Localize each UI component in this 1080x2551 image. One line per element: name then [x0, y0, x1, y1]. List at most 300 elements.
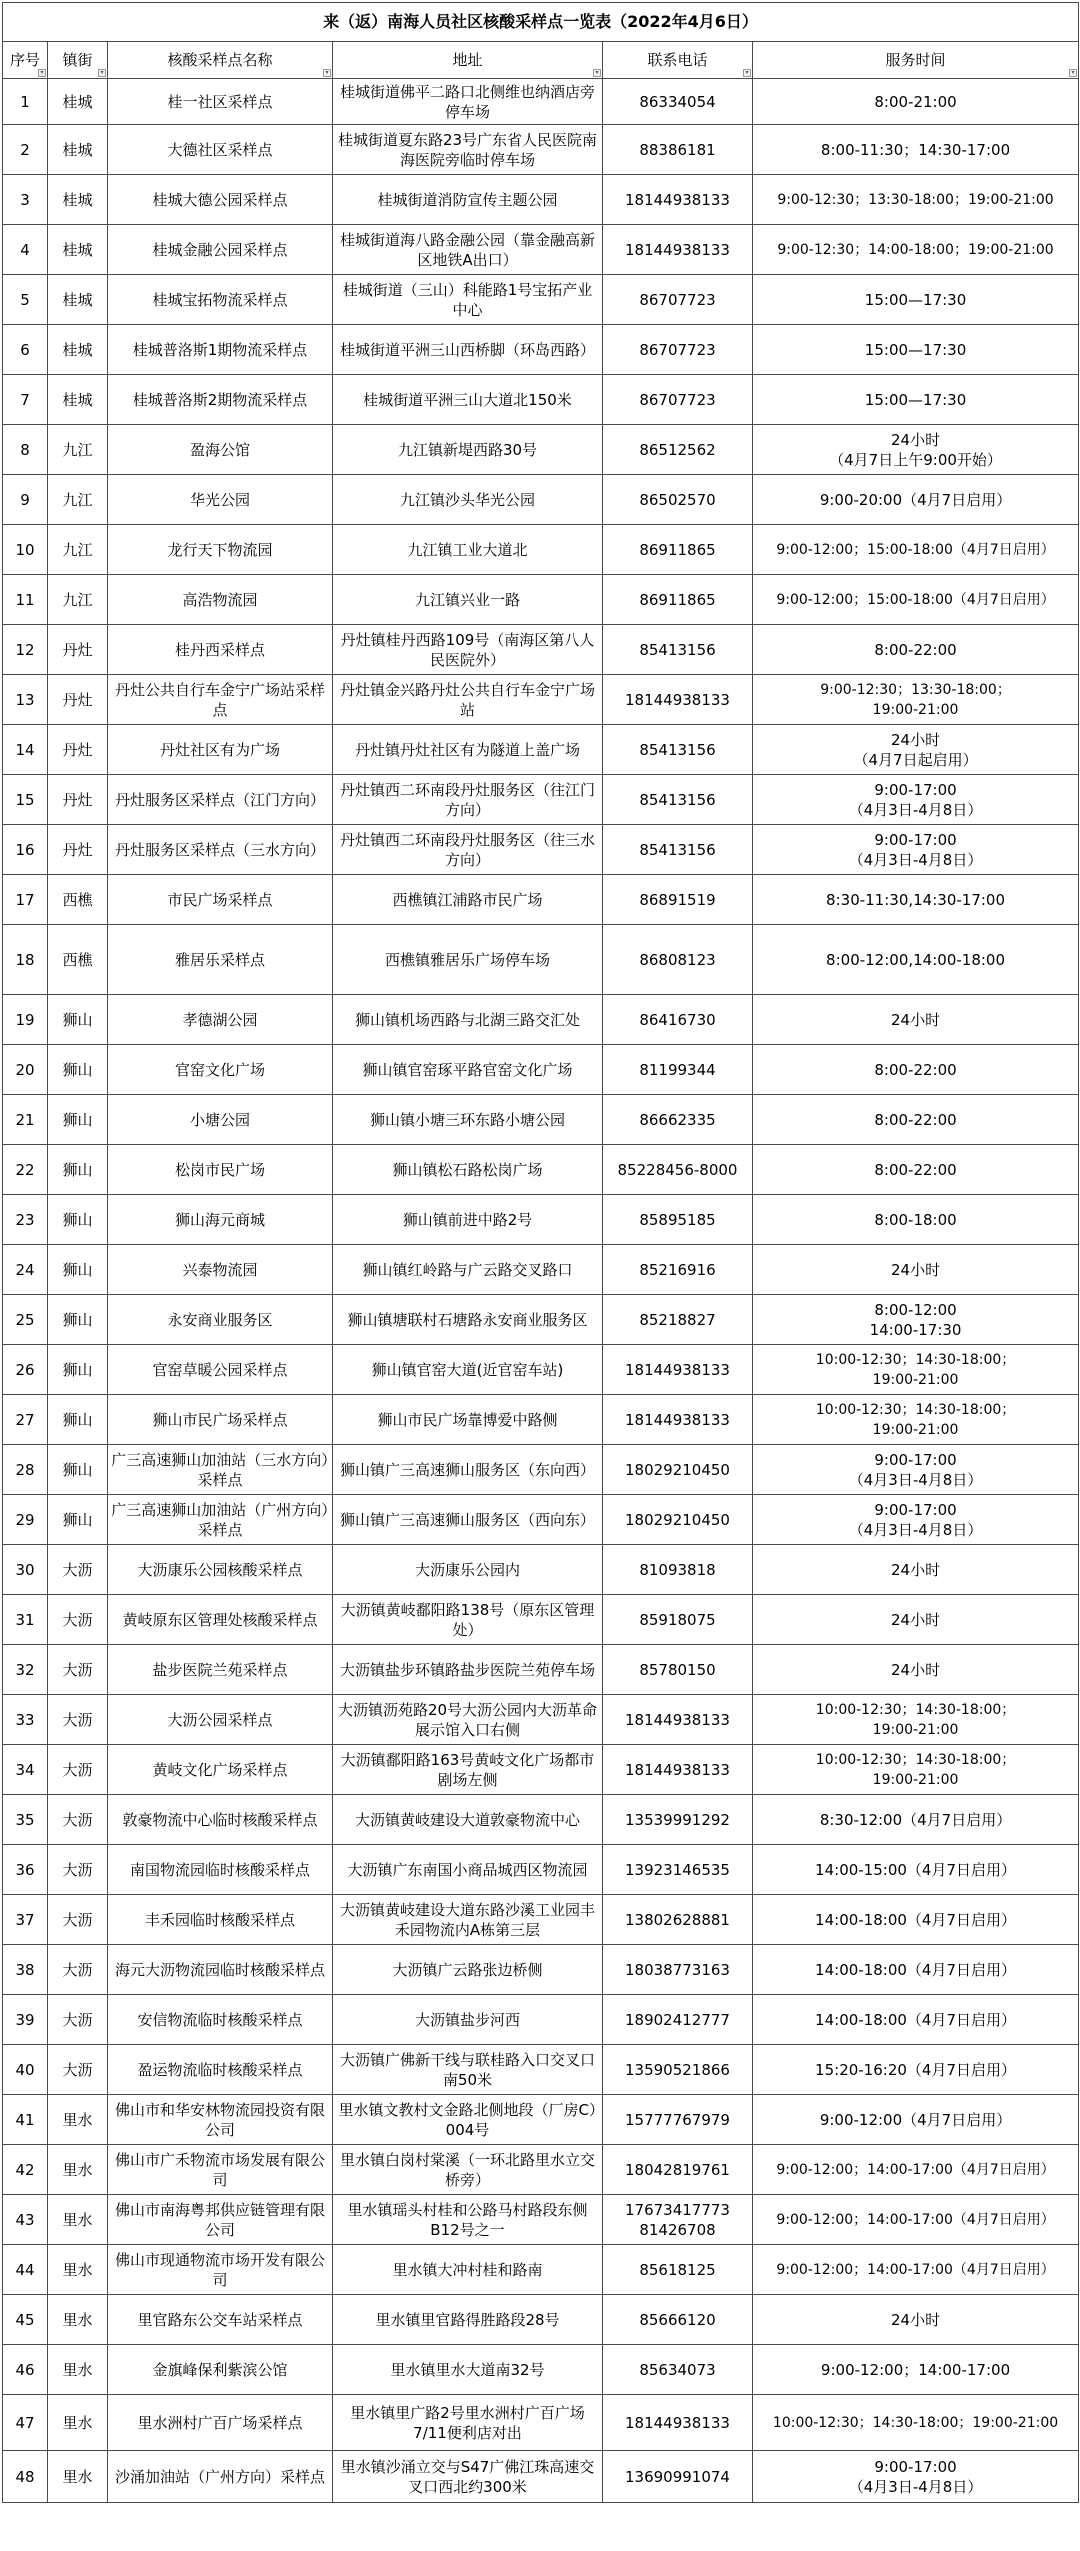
cell-site-name: 桂城宝拓物流采样点 — [108, 275, 333, 325]
dropdown-filter-icon[interactable]: ▾ — [743, 69, 751, 77]
cell-no: 2 — [3, 125, 48, 175]
cell-site-name: 市民广场采样点 — [108, 875, 333, 925]
cell-address: 丹灶镇西二环南段丹灶服务区（往江门方向） — [333, 775, 603, 825]
cell-phone: 85216916 — [603, 1245, 753, 1295]
cell-town: 里水 — [48, 2095, 108, 2145]
cell-service-time: 14:00-18:00（4月7日启用） — [753, 1895, 1079, 1945]
table-row — [3, 2245, 1079, 2295]
cell-address: 九江镇工业大道北 — [333, 525, 603, 575]
cell-no: 12 — [3, 625, 48, 675]
cell-site-name: 雅居乐采样点 — [108, 925, 333, 995]
cell-site-name: 龙行天下物流园 — [108, 525, 333, 575]
cell-site-name: 小塘公园 — [108, 1095, 333, 1145]
cell-service-time: 14:00-18:00（4月7日启用） — [753, 1995, 1079, 2045]
cell-phone: 18144938133 — [603, 1745, 753, 1795]
dropdown-filter-icon[interactable]: ▾ — [323, 69, 331, 77]
cell-address: 西樵镇江浦路市民广场 — [333, 875, 603, 925]
cell-no: 44 — [3, 2245, 48, 2295]
cell-phone: 18144938133 — [603, 1395, 753, 1445]
cell-no: 7 — [3, 375, 48, 425]
header-address-label: 地址 — [452, 51, 483, 69]
cell-service-time: 10:00-12:30；14:30-18:00； 19:00-21:00 — [753, 1395, 1079, 1445]
cell-site-name: 官窑文化广场 — [108, 1045, 333, 1095]
cell-no: 20 — [3, 1045, 48, 1095]
cell-site-name: 丹灶服务区采样点（三水方向） — [108, 825, 333, 875]
cell-no: 40 — [3, 2045, 48, 2095]
cell-no: 23 — [3, 1195, 48, 1245]
cell-phone: 13590521866 — [603, 2045, 753, 2095]
table-row — [3, 1645, 1079, 1695]
cell-phone: 85918075 — [603, 1595, 753, 1645]
cell-no: 3 — [3, 175, 48, 225]
cell-no: 11 — [3, 575, 48, 625]
cell-address: 大沥镇广佛新干线与联桂路入口交叉口南50米 — [333, 2045, 603, 2095]
cell-town: 丹灶 — [48, 825, 108, 875]
table-row — [3, 1445, 1079, 1495]
cell-service-time: 9:00-17:00 （4月3日-4月8日） — [753, 2451, 1079, 2503]
cell-address: 丹灶镇西二环南段丹灶服务区（往三水方向） — [333, 825, 603, 875]
cell-address: 九江镇沙头华光公园 — [333, 475, 603, 525]
cell-town: 桂城 — [48, 375, 108, 425]
cell-town: 里水 — [48, 2195, 108, 2245]
cell-site-name: 黄岐原东区管理处核酸采样点 — [108, 1595, 333, 1645]
cell-address: 里水镇里广路2号里水洲村广百广场7/11便利店对出 — [333, 2395, 603, 2451]
cell-phone: 18038773163 — [603, 1945, 753, 1995]
table-row — [3, 1245, 1079, 1295]
cell-address: 狮山镇官窑琢平路官窑文化广场 — [333, 1045, 603, 1095]
cell-no: 19 — [3, 995, 48, 1045]
table-row — [3, 825, 1079, 875]
table-body — [3, 79, 1079, 2503]
cell-service-time: 8:00-12:00 14:00-17:30 — [753, 1295, 1079, 1345]
cell-address: 桂城街道平洲三山西桥脚（环岛西路） — [333, 325, 603, 375]
cell-town: 桂城 — [48, 225, 108, 275]
cell-town: 九江 — [48, 575, 108, 625]
cell-address: 大沥镇沥苑路20号大沥公园内大沥革命展示馆入口右侧 — [333, 1695, 603, 1745]
cell-site-name: 高浩物流园 — [108, 575, 333, 625]
cell-site-name: 敦豪物流中心临时核酸采样点 — [108, 1795, 333, 1845]
header-town — [48, 42, 108, 79]
table-title: 来（返）南海人员社区核酸采样点一览表（2022年4月6日） — [3, 3, 1079, 42]
table-row — [3, 2045, 1079, 2095]
cell-site-name: 桂城普洛斯1期物流采样点 — [108, 325, 333, 375]
cell-site-name: 桂城普洛斯2期物流采样点 — [108, 375, 333, 425]
cell-address: 狮山镇官窑大道(近官窑车站) — [333, 1345, 603, 1395]
cell-service-time: 15:20-16:20（4月7日启用） — [753, 2045, 1079, 2095]
cell-town: 桂城 — [48, 175, 108, 225]
cell-site-name: 佛山市南海粤邦供应链管理有限公司 — [108, 2195, 333, 2245]
table-row — [3, 225, 1079, 275]
cell-service-time: 9:00-17:00 （4月3日-4月8日） — [753, 1495, 1079, 1545]
cell-phone: 18144938133 — [603, 175, 753, 225]
cell-address: 桂城街道海八路金融公园（靠金融高新区地铁A出口） — [333, 225, 603, 275]
cell-service-time: 24小时 — [753, 1245, 1079, 1295]
cell-no: 18 — [3, 925, 48, 995]
cell-address: 桂城街道佛平二路口北侧维也纳酒店旁停车场 — [333, 79, 603, 125]
cell-service-time: 10:00-12:30；14:30-18:00； 19:00-21:00 — [753, 1745, 1079, 1795]
cell-town: 桂城 — [48, 325, 108, 375]
cell-phone: 85413156 — [603, 775, 753, 825]
cell-address: 大沥镇盐步环镇路盐步医院兰苑停车场 — [333, 1645, 603, 1695]
cell-town: 狮山 — [48, 1095, 108, 1145]
cell-phone: 86707723 — [603, 275, 753, 325]
cell-town: 大沥 — [48, 2045, 108, 2095]
cell-service-time: 9:00-17:00 （4月3日-4月8日） — [753, 1445, 1079, 1495]
cell-address: 大沥镇黄岐建设大道东路沙溪工业园丰禾园物流内A栋第三层 — [333, 1895, 603, 1945]
cell-site-name: 华光公园 — [108, 475, 333, 525]
cell-site-name: 南国物流园临时核酸采样点 — [108, 1845, 333, 1895]
table-row — [3, 2451, 1079, 2503]
cell-phone: 85218827 — [603, 1295, 753, 1345]
cell-site-name: 桂丹西采样点 — [108, 625, 333, 675]
cell-site-name: 盈海公馆 — [108, 425, 333, 475]
cell-phone: 18144938133 — [603, 1695, 753, 1745]
table-row — [3, 1045, 1079, 1095]
cell-address: 大沥镇鄱阳路163号黄岐文化广场都市剧场左侧 — [333, 1745, 603, 1795]
cell-site-name: 盐步医院兰苑采样点 — [108, 1645, 333, 1695]
dropdown-filter-icon[interactable]: ▾ — [1069, 69, 1077, 77]
cell-town: 丹灶 — [48, 725, 108, 775]
cell-site-name: 孝德湖公园 — [108, 995, 333, 1045]
table-row — [3, 625, 1079, 675]
cell-address: 桂城街道夏东路23号广东省人民医院南海医院旁临时停车场 — [333, 125, 603, 175]
table-row — [3, 375, 1079, 425]
cell-site-name: 广三高速狮山加油站（三水方向）采样点 — [108, 1445, 333, 1495]
table-row — [3, 2195, 1079, 2245]
cell-phone: 18144938133 — [603, 675, 753, 725]
cell-town: 里水 — [48, 2451, 108, 2503]
cell-address: 九江镇新堤西路30号 — [333, 425, 603, 475]
cell-no: 24 — [3, 1245, 48, 1295]
dropdown-filter-icon[interactable]: ▾ — [593, 69, 601, 77]
cell-town: 狮山 — [48, 1295, 108, 1345]
cell-town: 九江 — [48, 425, 108, 475]
table-row — [3, 2095, 1079, 2145]
cell-address: 里水镇沙涌立交与S47广佛江珠高速交叉口西北约300米 — [333, 2451, 603, 2503]
cell-service-time: 8:00-22:00 — [753, 1145, 1079, 1195]
cell-town: 里水 — [48, 2145, 108, 2195]
table-row — [3, 2345, 1079, 2395]
cell-address: 里水镇里水大道南32号 — [333, 2345, 603, 2395]
cell-town: 狮山 — [48, 1045, 108, 1095]
table-row — [3, 675, 1079, 725]
cell-service-time: 24小时 （4月7日上午9:00开始） — [753, 425, 1079, 475]
cell-no: 1 — [3, 79, 48, 125]
cell-service-time: 24小时 （4月7日起启用） — [753, 725, 1079, 775]
cell-no: 43 — [3, 2195, 48, 2245]
cell-site-name: 佛山市现通物流市场开发有限公司 — [108, 2245, 333, 2295]
cell-town: 里水 — [48, 2295, 108, 2345]
cell-town: 大沥 — [48, 1545, 108, 1595]
table-row — [3, 995, 1079, 1045]
table-row — [3, 475, 1079, 525]
cell-service-time: 8:30-12:00（4月7日启用） — [753, 1795, 1079, 1845]
table-row — [3, 325, 1079, 375]
cell-phone: 85634073 — [603, 2345, 753, 2395]
cell-service-time: 8:00-11:30；14:30-17:00 — [753, 125, 1079, 175]
cell-service-time: 9:00-12:30；13:30-18:00； 19:00-21:00 — [753, 675, 1079, 725]
cell-no: 6 — [3, 325, 48, 375]
cell-town: 丹灶 — [48, 675, 108, 725]
table-row — [3, 525, 1079, 575]
cell-site-name: 桂一社区采样点 — [108, 79, 333, 125]
cell-phone: 85895185 — [603, 1195, 753, 1245]
cell-address: 狮山镇塘联村石塘路永安商业服务区 — [333, 1295, 603, 1345]
header-row — [3, 42, 1079, 79]
cell-site-name: 桂城大德公园采样点 — [108, 175, 333, 225]
cell-address: 里水镇文教村文金路北侧地段（厂房C）004号 — [333, 2095, 603, 2145]
cell-no: 30 — [3, 1545, 48, 1595]
dropdown-filter-icon[interactable]: ▾ — [98, 69, 106, 77]
cell-service-time: 8:00-21:00 — [753, 79, 1079, 125]
cell-site-name: 佛山市广禾物流市场发展有限公司 — [108, 2145, 333, 2195]
cell-site-name: 广三高速狮山加油站（广州方向）采样点 — [108, 1495, 333, 1545]
cell-phone: 85413156 — [603, 725, 753, 775]
cell-town: 丹灶 — [48, 625, 108, 675]
cell-address: 狮山镇红岭路与广云路交叉路口 — [333, 1245, 603, 1295]
cell-town: 狮山 — [48, 1495, 108, 1545]
cell-town: 狮山 — [48, 1395, 108, 1445]
cell-address: 狮山镇松石路松岗广场 — [333, 1145, 603, 1195]
cell-service-time: 9:00-20:00（4月7日启用） — [753, 475, 1079, 525]
cell-phone: 86707723 — [603, 325, 753, 375]
cell-address: 里水镇大冲村桂和路南 — [333, 2245, 603, 2295]
cell-no: 38 — [3, 1945, 48, 1995]
cell-site-name: 狮山海元商城 — [108, 1195, 333, 1245]
header-address — [333, 42, 603, 79]
cell-no: 35 — [3, 1795, 48, 1845]
cell-town: 大沥 — [48, 1895, 108, 1945]
cell-no: 22 — [3, 1145, 48, 1195]
cell-no: 33 — [3, 1695, 48, 1745]
cell-town: 大沥 — [48, 1795, 108, 1845]
cell-site-name: 沙涌加油站（广州方向）采样点 — [108, 2451, 333, 2503]
table-row — [3, 175, 1079, 225]
cell-town: 西樵 — [48, 925, 108, 995]
cell-phone: 85228456-8000 — [603, 1145, 753, 1195]
cell-address: 里水镇瑶头村桂和公路马村路段东侧B12号之一 — [333, 2195, 603, 2245]
header-service-time — [753, 42, 1079, 79]
table-row — [3, 875, 1079, 925]
cell-site-name: 官窑草暖公园采样点 — [108, 1345, 333, 1395]
cell-no: 37 — [3, 1895, 48, 1945]
cell-address: 大沥镇黄岐鄱阳路138号（原东区管理处） — [333, 1595, 603, 1645]
cell-service-time: 15:00—17:30 — [753, 375, 1079, 425]
cell-town: 大沥 — [48, 1745, 108, 1795]
table-row — [3, 1145, 1079, 1195]
cell-service-time: 10:00-12:30；14:30-18:00； 19:00-21:00 — [753, 1345, 1079, 1395]
cell-site-name: 金旗峰保利紫滨公馆 — [108, 2345, 333, 2395]
table-row — [3, 1545, 1079, 1595]
cell-service-time: 8:00-18:00 — [753, 1195, 1079, 1245]
cell-site-name: 盈运物流临时核酸采样点 — [108, 2045, 333, 2095]
cell-phone: 86502570 — [603, 475, 753, 525]
cell-service-time: 9:00-17:00 （4月3日-4月8日） — [753, 825, 1079, 875]
cell-service-time: 8:00-22:00 — [753, 625, 1079, 675]
table-row — [3, 1845, 1079, 1895]
cell-site-name: 松岗市民广场 — [108, 1145, 333, 1195]
cell-no: 39 — [3, 1995, 48, 2045]
cell-phone: 86416730 — [603, 995, 753, 1045]
cell-no: 47 — [3, 2395, 48, 2451]
cell-service-time: 9:00-12:00（4月7日启用） — [753, 2095, 1079, 2145]
cell-phone: 86707723 — [603, 375, 753, 425]
cell-phone: 18029210450 — [603, 1445, 753, 1495]
cell-address: 狮山市民广场靠博爱中路侧 — [333, 1395, 603, 1445]
cell-address: 桂城街道平洲三山大道北150米 — [333, 375, 603, 425]
cell-town: 大沥 — [48, 1595, 108, 1645]
cell-no: 46 — [3, 2345, 48, 2395]
cell-address: 狮山镇前进中路2号 — [333, 1195, 603, 1245]
cell-phone: 85413156 — [603, 625, 753, 675]
cell-phone: 86334054 — [603, 79, 753, 125]
cell-phone: 86512562 — [603, 425, 753, 475]
cell-address: 丹灶镇金兴路丹灶公共自行车金宁广场站 — [333, 675, 603, 725]
cell-site-name: 丹灶服务区采样点（江门方向） — [108, 775, 333, 825]
cell-service-time: 8:00-12:00,14:00-18:00 — [753, 925, 1079, 995]
header-service-time-label: 服务时间 — [885, 51, 946, 69]
cell-phone: 13923146535 — [603, 1845, 753, 1895]
cell-no: 16 — [3, 825, 48, 875]
cell-no: 32 — [3, 1645, 48, 1695]
cell-service-time: 24小时 — [753, 1595, 1079, 1645]
cell-site-name: 丹灶公共自行车金宁广场站采样点 — [108, 675, 333, 725]
cell-service-time: 8:00-22:00 — [753, 1095, 1079, 1145]
cell-site-name: 狮山市民广场采样点 — [108, 1395, 333, 1445]
header-site-name — [108, 42, 333, 79]
cell-phone: 86662335 — [603, 1095, 753, 1145]
header-phone — [603, 42, 753, 79]
cell-address: 大沥康乐公园内 — [333, 1545, 603, 1595]
cell-site-name: 丹灶社区有为广场 — [108, 725, 333, 775]
table-row — [3, 275, 1079, 325]
cell-service-time: 24小时 — [753, 995, 1079, 1045]
cell-service-time: 9:00-12:30；14:00-18:00；19:00-21:00 — [753, 225, 1079, 275]
cell-phone: 88386181 — [603, 125, 753, 175]
cell-phone: 81093818 — [603, 1545, 753, 1595]
cell-service-time: 8:30-11:30,14:30-17:00 — [753, 875, 1079, 925]
table-row — [3, 1795, 1079, 1845]
cell-site-name: 大沥康乐公园核酸采样点 — [108, 1545, 333, 1595]
cell-no: 25 — [3, 1295, 48, 1345]
cell-phone: 86911865 — [603, 575, 753, 625]
cell-address: 大沥镇广东南国小商品城西区物流园 — [333, 1845, 603, 1895]
cell-town: 大沥 — [48, 1995, 108, 2045]
header-site-name-label: 核酸采样点名称 — [167, 51, 273, 69]
cell-town: 大沥 — [48, 1695, 108, 1745]
table-row — [3, 1595, 1079, 1645]
cell-service-time: 15:00—17:30 — [753, 325, 1079, 375]
cell-address: 丹灶镇丹灶社区有为隧道上盖广场 — [333, 725, 603, 775]
cell-address: 狮山镇广三高速狮山服务区（西向东） — [333, 1495, 603, 1545]
sampling-sites-table — [2, 2, 1079, 2503]
cell-address: 大沥镇盐步河西 — [333, 1995, 603, 2045]
cell-service-time: 9:00-12:00；14:00-17:00 — [753, 2345, 1079, 2395]
table-row — [3, 1895, 1079, 1945]
cell-town: 里水 — [48, 2395, 108, 2451]
cell-phone: 85413156 — [603, 825, 753, 875]
cell-town: 狮山 — [48, 1445, 108, 1495]
cell-address: 桂城街道消防宣传主题公园 — [333, 175, 603, 225]
table-row — [3, 1745, 1079, 1795]
table-row — [3, 1345, 1079, 1395]
cell-no: 17 — [3, 875, 48, 925]
cell-no: 21 — [3, 1095, 48, 1145]
cell-site-name: 黄岐文化广场采样点 — [108, 1745, 333, 1795]
cell-no: 41 — [3, 2095, 48, 2145]
cell-phone: 18144938133 — [603, 2395, 753, 2451]
cell-no: 29 — [3, 1495, 48, 1545]
table-row — [3, 1095, 1079, 1145]
header-town-label: 镇街 — [62, 51, 93, 69]
dropdown-filter-icon[interactable]: ▾ — [38, 69, 46, 77]
cell-phone: 13690991074 — [603, 2451, 753, 2503]
header-phone-label: 联系电话 — [647, 51, 708, 69]
cell-town: 西樵 — [48, 875, 108, 925]
table-row — [3, 1495, 1079, 1545]
cell-phone: 86891519 — [603, 875, 753, 925]
cell-no: 13 — [3, 675, 48, 725]
cell-town: 九江 — [48, 525, 108, 575]
cell-service-time: 14:00-15:00（4月7日启用） — [753, 1845, 1079, 1895]
cell-phone: 15777767979 — [603, 2095, 753, 2145]
cell-site-name: 桂城金融公园采样点 — [108, 225, 333, 275]
header-no-label: 序号 — [9, 51, 40, 69]
cell-service-time: 24小时 — [753, 1545, 1079, 1595]
cell-no: 14 — [3, 725, 48, 775]
cell-town: 狮山 — [48, 995, 108, 1045]
cell-service-time: 24小时 — [753, 2295, 1079, 2345]
table-row — [3, 1695, 1079, 1745]
cell-address: 里水镇白岗村棠溪（一环北路里水立交桥旁） — [333, 2145, 603, 2195]
cell-site-name: 海元大沥物流园临时核酸采样点 — [108, 1945, 333, 1995]
cell-address: 桂城街道（三山）科能路1号宝拓产业中心 — [333, 275, 603, 325]
cell-address: 里水镇里官路得胜路段28号 — [333, 2295, 603, 2345]
cell-address: 狮山镇广三高速狮山服务区（东向西） — [333, 1445, 603, 1495]
cell-town: 桂城 — [48, 275, 108, 325]
cell-site-name: 大德社区采样点 — [108, 125, 333, 175]
cell-no: 48 — [3, 2451, 48, 2503]
table-row — [3, 1295, 1079, 1345]
cell-no: 4 — [3, 225, 48, 275]
cell-town: 狮山 — [48, 1245, 108, 1295]
cell-site-name: 佛山市和华安林物流园投资有限公司 — [108, 2095, 333, 2145]
cell-address: 大沥镇广云路张边桥侧 — [333, 1945, 603, 1995]
cell-service-time: 9:00-17:00 （4月3日-4月8日） — [753, 775, 1079, 825]
cell-town: 大沥 — [48, 1645, 108, 1695]
cell-phone: 85780150 — [603, 1645, 753, 1695]
cell-address: 狮山镇机场西路与北湖三路交汇处 — [333, 995, 603, 1045]
cell-service-time: 9:00-12:30；13:30-18:00；19:00-21:00 — [753, 175, 1079, 225]
cell-site-name: 丰禾园临时核酸采样点 — [108, 1895, 333, 1945]
table-row — [3, 925, 1079, 995]
cell-phone: 13802628881 — [603, 1895, 753, 1945]
cell-no: 27 — [3, 1395, 48, 1445]
cell-phone: 86911865 — [603, 525, 753, 575]
cell-town: 丹灶 — [48, 775, 108, 825]
cell-address: 狮山镇小塘三环东路小塘公园 — [333, 1095, 603, 1145]
cell-phone: 85666120 — [603, 2295, 753, 2345]
cell-no: 9 — [3, 475, 48, 525]
cell-phone: 86808123 — [603, 925, 753, 995]
cell-site-name: 大沥公园采样点 — [108, 1695, 333, 1745]
cell-town: 狮山 — [48, 1145, 108, 1195]
cell-service-time: 9:00-12:00；14:00-17:00（4月7日启用） — [753, 2195, 1079, 2245]
cell-phone: 85618125 — [603, 2245, 753, 2295]
table-row — [3, 2295, 1079, 2345]
table-row — [3, 79, 1079, 125]
cell-no: 31 — [3, 1595, 48, 1645]
